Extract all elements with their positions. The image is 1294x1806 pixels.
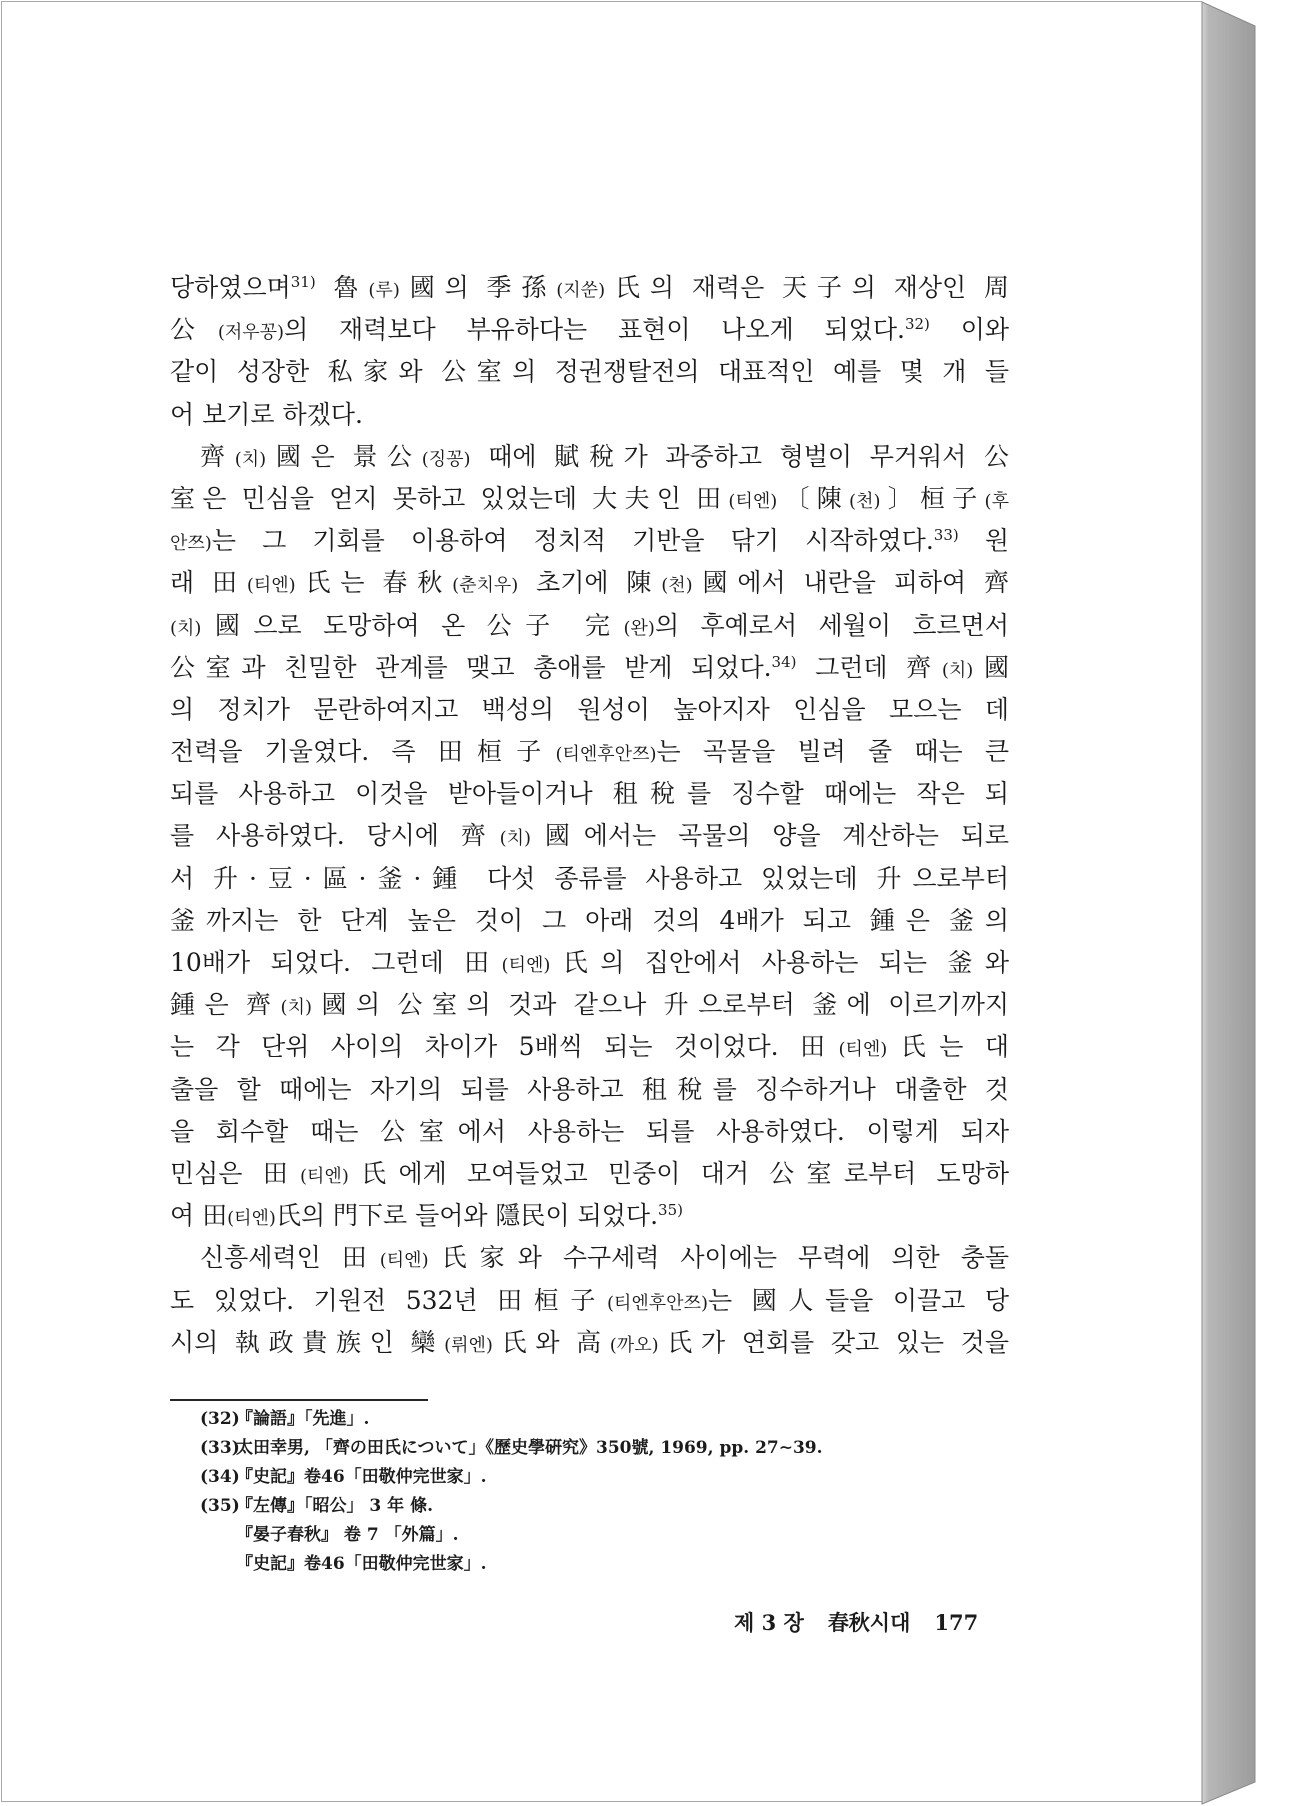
footnote-ref: 32) (904, 315, 930, 334)
body-line: 의 정치가 문란하여지고 백성의 원성이 높아지자 인심을 모으는 데 (170, 694, 1009, 724)
chapter-title: 春秋시대 (827, 1610, 911, 1635)
footnote-ref: 31) (290, 273, 316, 291)
reading-gloss: (지쑨) (556, 280, 606, 301)
body-line: 는 각 단위 사이의 차이가 5배씩 되는 것이었다. 田(티엔)氏는 대 (170, 1032, 1009, 1062)
body-line: 公(저우꽁)의 재력보다 부유하다는 표현이 나오게 되었다.$^{32)}$ 이와 (170, 315, 1009, 345)
footnote (200, 1405, 1000, 1434)
reading-gloss: (치) (280, 997, 312, 1019)
reading-gloss: (티엔후안쯔) (555, 744, 657, 766)
footnote-number: (32) (200, 1409, 240, 1429)
footnote-continuation: 『晏子春秋』 卷 7 「外篇」. (236, 1525, 459, 1545)
reading-gloss: (티엔) (379, 1250, 429, 1272)
reading-gloss: (티엔) (838, 1039, 888, 1061)
reading-gloss: (까오) (609, 1334, 659, 1356)
footnote-text: 『左傳』「昭公」 3 年 條. (236, 1496, 434, 1516)
running-footer (734, 1609, 978, 1637)
body-text (170, 267, 1009, 1364)
reading-gloss: (천) (849, 490, 881, 512)
body-line: 釜까지는 한 단계 높은 것이 그 아래 것의 4배가 되고 鍾은 釜의 (170, 905, 1009, 935)
footnote (200, 1434, 1000, 1463)
body-line: 시의 執政貴族인 欒(뤼엔)氏와 高(까오)氏가 연회를 갖고 있는 것을 (170, 1327, 1009, 1357)
body-line: 전력을 기울였다. 즉 田桓子(티엔후안쯔)는 곡물을 빌려 줄 때는 큰 (170, 737, 1009, 767)
reading-gloss: (티엔) (227, 1208, 276, 1230)
body-line: 서 升·豆·區·釜·鍾 다섯 종류를 사용하고 있었는데 升으로부터 (170, 863, 1009, 893)
footnote-text: 太田幸男, 「齊の田氏について」《歷史學硏究》350號, 1969, pp. 27∼39. (236, 1438, 823, 1458)
footnotes (200, 1405, 1000, 1579)
footnote-number: (34) (200, 1467, 240, 1487)
reading-gloss: (저우꽁) (217, 322, 285, 344)
reading-gloss: (후 (984, 490, 1009, 512)
reading-gloss: (치) (234, 448, 267, 470)
footnote-ref: 34) (771, 652, 797, 671)
body-line: 를 사용하였다. 당시에 齊(치)國에서는 곡물의 양을 계산하는 되로 (170, 821, 1009, 851)
reading-gloss: (춘치우) (452, 575, 519, 597)
footnote-rule (170, 1399, 428, 1401)
body-line: 鍾은 齊(치)國의 公室의 것과 같으나 升으로부터 釜에 이르기까지 (170, 990, 1009, 1020)
page-stack-edge (1201, 0, 1259, 1806)
reading-gloss: (치) (941, 659, 974, 681)
body-line: 래 田(티엔)氏는 春秋(춘치우) 초기에 陳(천)國에서 내란을 피하여 齊 (170, 568, 1009, 598)
reading-gloss: (뤼엔) (444, 1334, 493, 1356)
body-line: 같이 성장한 私家와 公室의 정권쟁탈전의 대표적인 예를 몇 개 들 (170, 357, 1009, 387)
reading-gloss: (티엔) (300, 1165, 349, 1187)
body-line: 출을 할 때에는 자기의 되를 사용하고 租稅를 징수하거나 대출한 것 (170, 1074, 1009, 1104)
reading-gloss: (티엔후안쯔) (607, 1292, 708, 1314)
reading-gloss: (완) (623, 617, 655, 639)
reading-gloss: (티엔) (501, 955, 551, 976)
body-line: 되를 사용하고 이것을 받아들이거나 租稅를 징수할 때에는 작은 되 (170, 779, 1009, 809)
body-line: 안쯔)는 그 기회를 이용하여 정치적 기반을 닦기 시작하였다.$^{33)}$ 원 (170, 526, 1009, 556)
reading-gloss: (티엔) (246, 575, 296, 597)
chapter-label: 제 3 장 (734, 1610, 804, 1635)
footnote-text: 『史記』卷46「田敬仲完世家」. (236, 1467, 487, 1487)
reading-gloss: (징꽁) (421, 448, 471, 470)
body-line: 당하였으며$^{31)}$ 魯(루)國의 季孫(지쑨)氏의 재력은 天子의 재상인 周 (170, 273, 1009, 302)
body-line: 齊(치)國은 景公(징꽁) 때에 賦稅가 과중하고 형벌이 무거워서 公 (200, 441, 1009, 471)
footnote (200, 1492, 1000, 1521)
reading-gloss: 안쯔) (170, 533, 212, 555)
footnote-ref: 33) (933, 526, 959, 545)
reading-gloss: (티엔) (728, 490, 778, 512)
footnote-continuation: 『史記』卷46「田敬仲完世家」. (236, 1554, 487, 1574)
body-line: 여 田(티엔)氏의 門下로 들어와 隱民이 되었다.$^{35)}$ (170, 1201, 683, 1231)
body-line: 신흥세력인 田(티엔)氏家와 수구세력 사이에는 무력에 의한 충돌 (200, 1243, 1009, 1273)
body-line: 도 있었다. 기원전 532년 田桓子(티엔후안쯔)는 國人들을 이끌고 당 (170, 1285, 1009, 1315)
reading-gloss: (치) (170, 617, 202, 639)
footnote-ref: 35) (658, 1201, 683, 1220)
reading-gloss: (치) (499, 828, 531, 850)
body-line: 室은 민심을 얻지 못하고 있었는데 大夫인 田(티엔)〔陳(천)〕桓子(후 (170, 483, 1009, 513)
footnote-number: (35) (200, 1496, 240, 1516)
body-line: 을 회수할 때는 公室에서 사용하는 되를 사용하였다. 이렇게 되자 (170, 1116, 1009, 1146)
body-line: 어 보기로 하겠다. (170, 399, 363, 429)
body-line: 민심은 田(티엔)氏에게 모여들었고 민중이 대거 公室로부터 도망하 (170, 1158, 1009, 1188)
body-line: 10배가 되었다. 그런데 田(티엔)氏의 집안에서 사용하는 되는 釜와 (170, 948, 1009, 977)
footnote (200, 1463, 1000, 1492)
reading-gloss: (천) (661, 575, 693, 597)
footnote-text: 『論語』「先進」. (236, 1409, 370, 1429)
reading-gloss: (루) (368, 280, 400, 301)
body-line: (치)國으로 도망하여 온 公子 完(완)의 후예로서 세월이 흐르면서 (170, 610, 1009, 640)
body-line: 公室과 친밀한 관계를 맺고 총애를 받게 되었다.$^{34)}$ 그런데 齊(치)國 (170, 652, 1009, 682)
footnote-number: (33) (200, 1438, 240, 1458)
page-number: 177 (934, 1610, 979, 1635)
